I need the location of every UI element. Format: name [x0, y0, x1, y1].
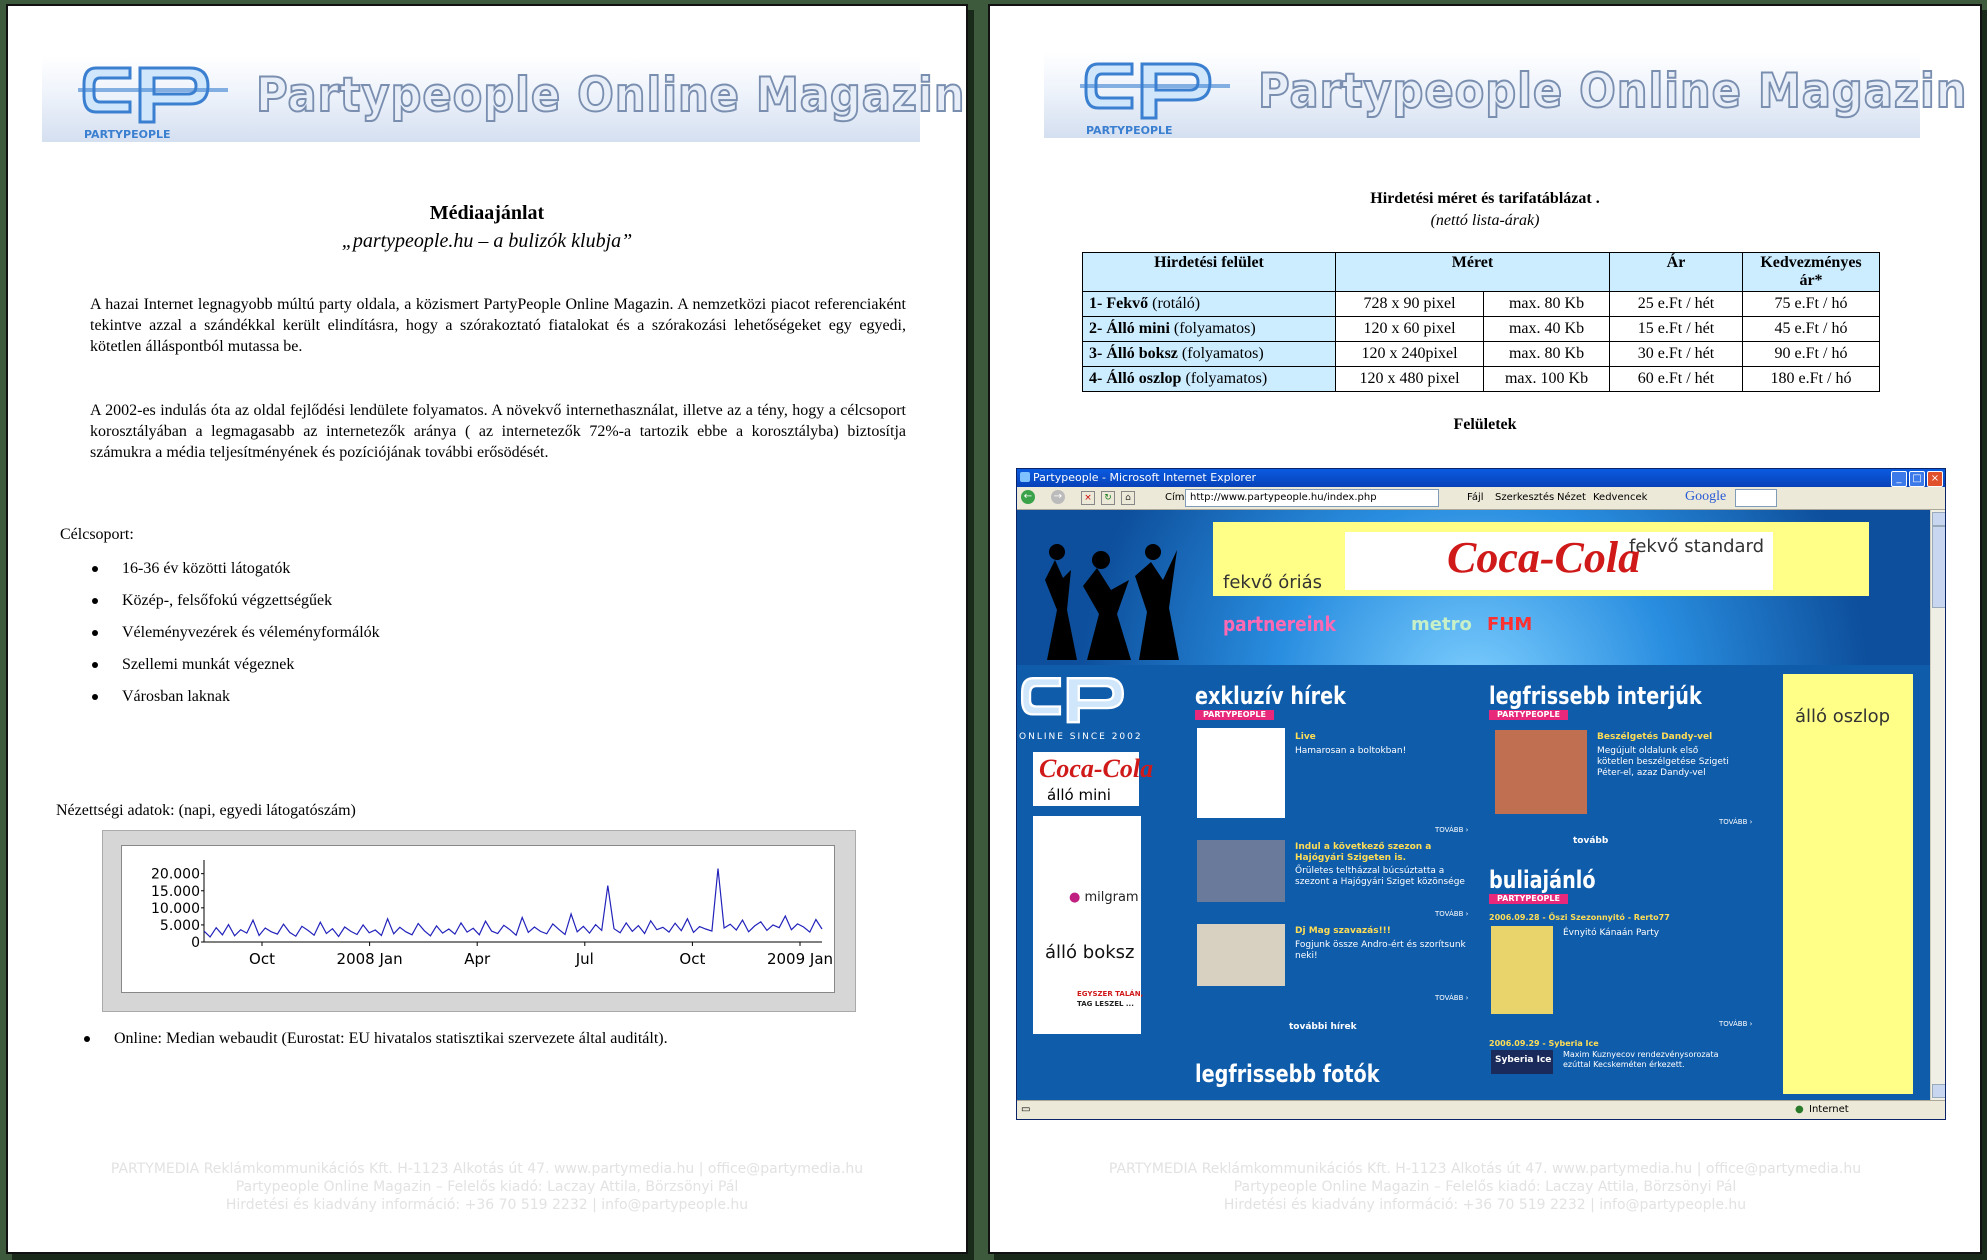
history-paragraph: A 2002-es indulás óta az oldal fejlődési lendülete folyamatos. A növekvő internethasználat, illetve az a tény, hogy a célcsoport korosztályában a legmagasabb az internetezők aránya ( az internetezők 72%-a tartozik ebbe a korosztályba) biztosítja számukra a média teljesítményének és pozíciójának további erősödését. — [90, 402, 906, 461]
google-search-input[interactable] — [1735, 489, 1777, 507]
browser-window — [1016, 468, 1946, 1120]
ad-allo-oszlop-label: álló oszlop — [1795, 706, 1891, 727]
table-header-cell: Hirdetési felület — [1083, 253, 1336, 292]
party-date[interactable]: 2006.09.28 - Őszi Szezonnyitó - Rerto77 — [1489, 913, 1670, 922]
status-zone: Internet — [1809, 1104, 1849, 1115]
scroll-thumb[interactable] — [1932, 526, 1946, 608]
milgram-logo — [1069, 890, 1139, 905]
cocacola-logo-icon: Coca-Cola — [1447, 533, 1641, 582]
back-icon[interactable]: ← — [1021, 490, 1035, 504]
rates-subtitle: (nettó lista-árak) — [1430, 212, 1540, 229]
news-text: Őrületes teltházzal búcsúztatta a szezont a Hajógyári Sziget közönsége — [1295, 866, 1465, 887]
row-number: 3- — [1089, 345, 1103, 362]
list-item: Szellemi munkát végeznek — [92, 654, 380, 686]
row-name: Álló oszlop — [1106, 370, 1182, 387]
ie-icon — [1020, 472, 1030, 482]
y-tick-label: 15.000 — [151, 883, 200, 900]
stats-label: Nézettségi adatok: (napi, egyedi látogatószám) — [56, 802, 356, 819]
cocacola-logo-icon: Coca-Cola — [1039, 754, 1154, 783]
partnereink-link[interactable]: partnereink — [1223, 612, 1336, 636]
logo-text: PARTYPEOPLE — [84, 128, 171, 141]
row-max: max. 100 Kb — [1484, 367, 1610, 392]
window-title: Partypeople - Microsoft Internet Explorer — [1033, 471, 1257, 484]
chart-axes — [204, 860, 822, 942]
target-group-label: Célcsoport: — [60, 526, 134, 543]
ad-allo-mini-label: álló mini — [1047, 786, 1111, 804]
header-banner — [42, 56, 966, 142]
row-price: 60 e.Ft / hét — [1610, 367, 1743, 392]
table-header-cell: Méret — [1336, 253, 1610, 292]
tovabb-link[interactable]: TOVÁBB › — [1719, 1020, 1753, 1028]
footer-line: Hirdetési és kiadvány információ: +36 70 519 2232 | info@partypeople.hu — [1223, 1197, 1747, 1213]
section-legfrissebb-interjuk[interactable]: legfrissebb interjúk — [1489, 682, 1702, 710]
party-date[interactable]: 2006.09.29 - Syberia Ice — [1489, 1039, 1599, 1048]
banner-title: Partypeople Online Magazin — [1258, 64, 1968, 119]
stop-icon[interactable]: × — [1081, 491, 1095, 505]
traffic-chart — [122, 846, 834, 992]
section-legfrissebb-fotok[interactable]: legfrissebb fotók — [1195, 1060, 1380, 1088]
row-type: (folyamatos) — [1181, 345, 1264, 362]
online-since-label: ONLINE SINCE 2002 — [1019, 732, 1143, 742]
footer-line: Partypeople Online Magazin – Felelős kiadó: Laczay Attila, Börzsönyi Pál — [235, 1179, 739, 1195]
party-flyer[interactable] — [1491, 1050, 1553, 1074]
news-thumbnail[interactable] — [1197, 728, 1285, 818]
row-type: (rotáló) — [1152, 295, 1201, 312]
party-text: Maxim Kuznyecov rendezvénysorozata ezúttal Kecskeméten érkezett. — [1563, 1050, 1719, 1069]
tovabb-link[interactable]: TOVÁBB › — [1719, 818, 1753, 826]
site-header — [1017, 510, 1931, 665]
x-tick-label: Jul — [575, 950, 594, 968]
row-name: Fekvő — [1106, 295, 1149, 312]
boksz-small-text: EGYSZER TALÁN, — [1077, 990, 1144, 998]
status-bar — [1017, 1100, 1945, 1119]
section-subtitle: PARTYPEOPLE — [1489, 894, 1568, 904]
tovabbi-hirek-link[interactable]: további hírek — [1289, 1022, 1357, 1032]
news-title[interactable]: Dj Mag szavazás!!! — [1295, 926, 1391, 936]
row-discount: 75 e.Ft / hó — [1743, 292, 1880, 317]
address-input[interactable]: http://www.partypeople.hu/index.php — [1185, 489, 1439, 507]
scroll-down-icon[interactable] — [1932, 1084, 1946, 1098]
surfaces-label: Felületek — [1453, 416, 1517, 433]
menu-view[interactable]: Nézet — [1557, 492, 1586, 503]
tovabb-link[interactable]: TOVÁBB › — [1435, 910, 1469, 918]
browser-toolbar — [1017, 487, 1945, 510]
table-row — [1083, 317, 1880, 342]
banner-title: Partypeople Online Magazin — [256, 68, 966, 123]
row-name: Álló mini — [1106, 320, 1170, 337]
section-subtitle: PARTYPEOPLE — [1195, 710, 1274, 720]
table-row — [1083, 292, 1880, 317]
row-price: 25 e.Ft / hét — [1610, 292, 1743, 317]
row-size: 728 x 90 pixel — [1336, 292, 1484, 317]
menu-edit[interactable]: Szerkesztés — [1495, 492, 1555, 503]
table-header-cell: Kedvezményes ár* — [1743, 253, 1880, 292]
website-viewport — [1017, 510, 1931, 1100]
browser-titlebar — [1017, 469, 1945, 487]
table-header-row — [1083, 253, 1880, 292]
tovabb-link[interactable]: tovább — [1573, 836, 1609, 846]
row-number: 1- — [1089, 295, 1103, 312]
footer-line: PARTYMEDIA Reklámkommunikációs Kft. H-1123 Alkotás út 47. www.partymedia.hu | office@partymedia.hu — [110, 1161, 864, 1177]
target-group-list — [92, 558, 380, 718]
row-size: 120 x 480 pixel — [1336, 367, 1484, 392]
boksz-small-text: TAG LESZEL ... — [1077, 1000, 1134, 1008]
row-name: Álló boksz — [1106, 345, 1178, 362]
table-header-cell: Ár — [1610, 253, 1743, 292]
right-page — [988, 4, 1982, 1254]
footer-line: PARTYMEDIA Reklámkommunikációs Kft. H-1123 Alkotás út 47. www.partymedia.hu | office@partymedia.hu — [1108, 1161, 1862, 1177]
site-logo-icon — [1019, 672, 1137, 730]
x-tick-label: Oct — [679, 950, 706, 968]
maximize-icon[interactable]: □ — [1909, 471, 1925, 487]
section-subtitle: PARTYPEOPLE — [1489, 710, 1568, 720]
ad-allo-oszlop[interactable] — [1783, 674, 1913, 1094]
x-tick-label: 2008 Jan — [336, 950, 403, 968]
x-tick-label: 2009 Jan — [766, 950, 834, 968]
partypeople-logo-icon — [78, 56, 228, 142]
table-row — [1083, 367, 1880, 392]
row-price: 30 e.Ft / hét — [1610, 342, 1743, 367]
globe-icon: ● — [1795, 1104, 1804, 1115]
row-discount: 90 e.Ft / hó — [1743, 342, 1880, 367]
menu-favorites[interactable]: Kedvencek — [1593, 492, 1648, 503]
tovabb-link[interactable]: TOVÁBB › — [1435, 994, 1469, 1002]
list-item: Véleményvezérek és véleményformálók — [92, 622, 380, 654]
x-tick-label: Apr — [464, 950, 491, 968]
rates-title: Hirdetési méret és tarifatáblázat . — [1370, 190, 1600, 207]
y-tick-label: 0 — [191, 935, 200, 951]
news-thumbnail[interactable] — [1197, 840, 1285, 902]
series-line — [204, 869, 822, 937]
page-icon: ▭ — [1021, 1104, 1031, 1115]
news-text: Fogjunk össze Andro-ért és szorítsunk neki! — [1295, 940, 1466, 961]
metro-logo[interactable]: metro — [1411, 614, 1472, 635]
header-banner — [1044, 52, 1968, 138]
rates-table — [1082, 252, 1880, 392]
y-tick-label: 10.000 — [151, 900, 200, 917]
row-discount: 45 e.Ft / hó — [1743, 317, 1880, 342]
page-subtitle: „partypeople.hu – a bulizók klubja” — [341, 230, 633, 252]
party-text: Évnyitó Kánaán Party — [1563, 928, 1660, 938]
section-buliajanlo[interactable]: buliajánló — [1489, 866, 1596, 894]
party-flyer[interactable] — [1491, 926, 1553, 1014]
left-page — [6, 4, 968, 1254]
news-title[interactable]: Live — [1295, 732, 1316, 742]
tovabb-link[interactable]: TOVÁBB › — [1435, 826, 1469, 834]
row-number: 2- — [1089, 320, 1103, 337]
row-max: max. 40 Kb — [1484, 317, 1610, 342]
list-item: Közép-, felsőfokú végzettségűek — [92, 590, 380, 622]
row-price: 15 e.Ft / hét — [1610, 317, 1743, 342]
news-thumbnail[interactable] — [1197, 924, 1285, 986]
footer — [8, 1160, 966, 1214]
fhm-logo[interactable]: FHM — [1487, 614, 1533, 635]
scrollbar[interactable] — [1930, 510, 1945, 1100]
row-type: (folyamatos) — [1185, 370, 1268, 387]
milgram-icon: ● — [1069, 890, 1081, 905]
ad-fekvo-orias-label: fekvő óriás — [1223, 572, 1323, 593]
row-discount: 180 e.Ft / hó — [1743, 367, 1880, 392]
interview-title[interactable]: Beszélgetés Dandy-vel — [1597, 732, 1713, 742]
row-max: max. 80 Kb — [1484, 292, 1610, 317]
section-exkluziv-hirek[interactable]: exkluzív hírek — [1195, 682, 1346, 710]
milgram-text: milgram — [1084, 890, 1139, 905]
row-size: 120 x 60 pixel — [1336, 317, 1484, 342]
intro-paragraph: A hazai Internet legnagyobb múltú party oldala, a közismert PartyPeople Online Magazin. A nemzetközi piacot referenciaként tekintve azzal a szándékkal került elindításra, hogy a szórakoztató fiatalokat és a szórakozási lehetőségeket egy egyedi, kötetlen álláspontból mutassa be. — [90, 296, 906, 355]
footer-line: Hirdetési és kiadvány információ: +36 70 519 2232 | info@partypeople.hu — [225, 1197, 749, 1213]
partypeople-logo-icon — [1080, 52, 1230, 138]
ad-fekvo-standard-label: fekvő standard — [1629, 536, 1765, 557]
x-tick-label: Oct — [249, 950, 275, 968]
footer-line: Partypeople Online Magazin – Felelős kiadó: Laczay Attila, Börzsönyi Pál — [1233, 1179, 1737, 1195]
y-tick-label: 20.000 — [151, 866, 200, 883]
refresh-icon[interactable]: ↻ — [1101, 491, 1115, 505]
news-text: Hamarosan a boltokban! — [1295, 746, 1407, 756]
home-icon[interactable]: ⌂ — [1121, 491, 1135, 505]
minimize-icon[interactable]: _ — [1891, 471, 1907, 487]
dancers-icon — [1027, 530, 1187, 660]
table-row — [1083, 342, 1880, 367]
list-item: Online: Median webaudit (Eurostat: EU hivatalos statisztikai szervezete által auditált). — [84, 1028, 668, 1060]
row-max: max. 80 Kb — [1484, 342, 1610, 367]
row-number: 4- — [1089, 370, 1103, 387]
forward-icon[interactable]: → — [1051, 490, 1065, 504]
list-item: Városban laknak — [92, 686, 380, 718]
row-type: (folyamatos) — [1173, 320, 1256, 337]
chart-frame — [102, 830, 856, 1012]
ad-allo-boksz-label: álló boksz — [1045, 942, 1135, 963]
syberia-logo: Syberia Ice — [1495, 1055, 1552, 1065]
interview-photo[interactable] — [1495, 730, 1587, 814]
logo-text: PARTYPEOPLE — [1086, 124, 1173, 137]
google-toolbar[interactable]: Google — [1685, 489, 1727, 504]
address-label: Cím — [1165, 492, 1185, 503]
online-list — [84, 1028, 668, 1060]
close-icon[interactable]: × — [1927, 471, 1943, 487]
y-tick-label: 5.000 — [159, 917, 200, 934]
menu-file[interactable]: Fájl — [1467, 492, 1484, 503]
scroll-up-icon[interactable] — [1932, 512, 1946, 526]
page-title: Médiaajánlat — [429, 202, 545, 224]
footer — [990, 1160, 1980, 1214]
interview-text: Megújult oldalunk első kötetlen beszélgetése Szigeti Péter-el, azaz Dandy-vel — [1597, 746, 1729, 778]
news-title[interactable]: Indul a következő szezon a Hajógyári Szigeten is. — [1295, 842, 1432, 863]
row-size: 120 x 240pixel — [1336, 342, 1484, 367]
list-item: 16-36 év közötti látogatók — [92, 558, 380, 590]
chart-panel — [121, 845, 835, 993]
